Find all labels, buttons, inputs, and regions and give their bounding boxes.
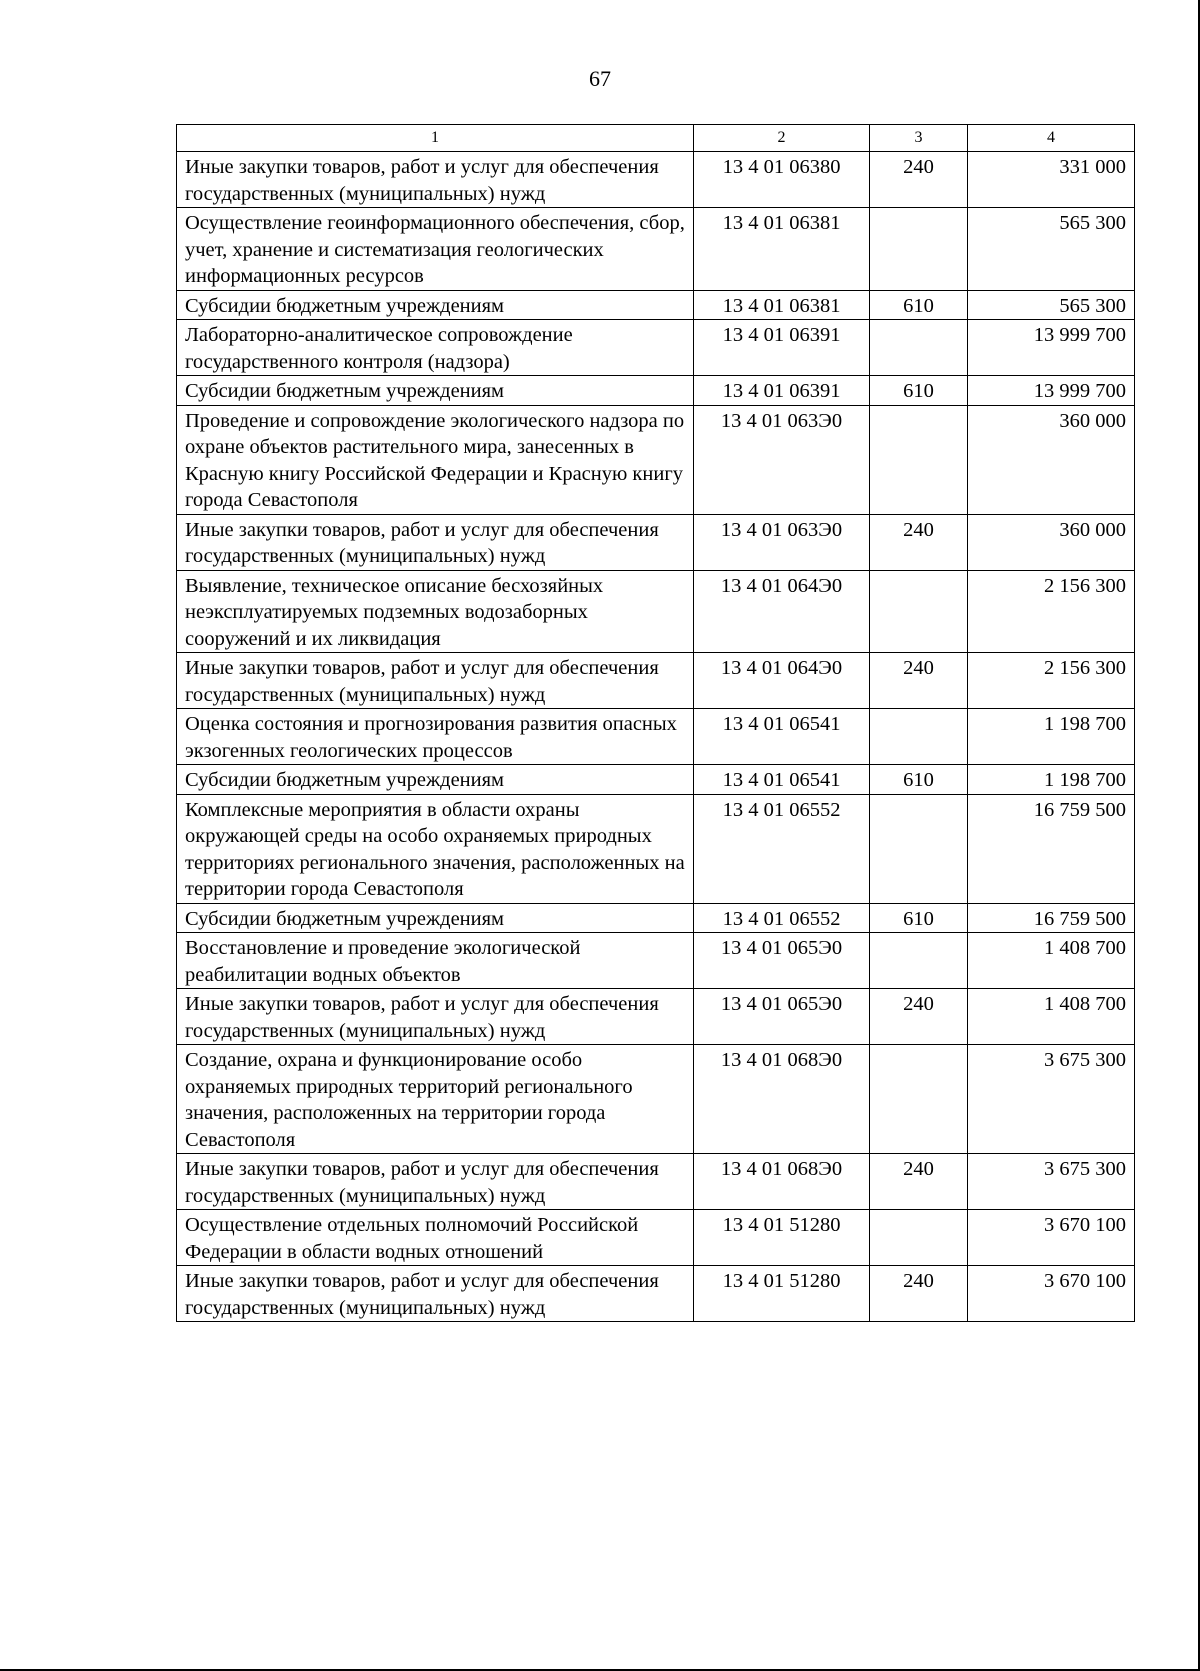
- table-row: [177, 514, 1135, 570]
- cell-sum: 3 670 100: [968, 1266, 1135, 1322]
- cell-expense-type: [870, 709, 968, 765]
- cell-sum: 1 198 700: [968, 765, 1135, 795]
- column-header-name: 1: [177, 125, 694, 152]
- cell-name: Иные закупки товаров, работ и услуг для обеспечения государственных (муниципальных) нужд: [177, 653, 694, 709]
- cell-expense-type: [870, 1210, 968, 1266]
- cell-code: 13 4 01 063Э0: [694, 514, 870, 570]
- cell-expense-type: 240: [870, 1266, 968, 1322]
- cell-expense-type: 240: [870, 653, 968, 709]
- cell-sum: 2 156 300: [968, 653, 1135, 709]
- cell-expense-type: [870, 208, 968, 291]
- cell-code: 13 4 01 06381: [694, 208, 870, 291]
- table-row: [177, 570, 1135, 653]
- cell-name: Проведение и сопровождение экологического надзора по охране объектов растительного мира, занесенных в Красную книгу Российской Федерации и Красную книгу города Севастополя: [177, 405, 694, 514]
- cell-expense-type: [870, 1045, 968, 1154]
- cell-code: 13 4 01 068Э0: [694, 1045, 870, 1154]
- cell-code: 13 4 01 063Э0: [694, 405, 870, 514]
- cell-name: Лабораторно-аналитическое сопровождение государственного контроля (надзора): [177, 320, 694, 376]
- cell-name: Иные закупки товаров, работ и услуг для обеспечения государственных (муниципальных) нужд: [177, 152, 694, 208]
- column-header-code: 2: [694, 125, 870, 152]
- page-number: 67: [589, 66, 611, 91]
- cell-code: 13 4 01 064Э0: [694, 570, 870, 653]
- table-row: [177, 152, 1135, 208]
- cell-sum: 1 198 700: [968, 709, 1135, 765]
- cell-expense-type: 610: [870, 765, 968, 795]
- cell-code: 13 4 01 065Э0: [694, 933, 870, 989]
- table-row: [177, 709, 1135, 765]
- cell-sum: 565 300: [968, 208, 1135, 291]
- cell-name: Осуществление геоинформационного обеспечения, сбор, учет, хранение и систематизация геологических информационных ресурсов: [177, 208, 694, 291]
- cell-expense-type: [870, 794, 968, 903]
- table-row: [177, 794, 1135, 903]
- cell-sum: 3 670 100: [968, 1210, 1135, 1266]
- cell-code: 13 4 01 06541: [694, 709, 870, 765]
- budget-table: [176, 124, 1135, 1322]
- cell-name: Субсидии бюджетным учреждениям: [177, 290, 694, 320]
- cell-name: Создание, охрана и функционирование особо охраняемых природных территорий регионального значения, расположенных на территории города Севастополя: [177, 1045, 694, 1154]
- table-row: [177, 1210, 1135, 1266]
- cell-code: 13 4 01 06541: [694, 765, 870, 795]
- cell-name: Иные закупки товаров, работ и услуг для обеспечения государственных (муниципальных) нужд: [177, 1154, 694, 1210]
- cell-sum: 16 759 500: [968, 903, 1135, 933]
- cell-expense-type: [870, 570, 968, 653]
- cell-name: Осуществление отдельных полномочий Российской Федерации в области водных отношений: [177, 1210, 694, 1266]
- cell-sum: 360 000: [968, 514, 1135, 570]
- table-row: [177, 290, 1135, 320]
- cell-code: 13 4 01 51280: [694, 1266, 870, 1322]
- table-row: [177, 989, 1135, 1045]
- table-header: [177, 125, 1135, 152]
- table-row: [177, 208, 1135, 291]
- cell-expense-type: [870, 320, 968, 376]
- cell-sum: 565 300: [968, 290, 1135, 320]
- cell-expense-type: 240: [870, 152, 968, 208]
- table-row: [177, 1154, 1135, 1210]
- cell-sum: 13 999 700: [968, 376, 1135, 406]
- table-row: [177, 765, 1135, 795]
- cell-expense-type: 240: [870, 1154, 968, 1210]
- cell-sum: 2 156 300: [968, 570, 1135, 653]
- cell-name: Иные закупки товаров, работ и услуг для обеспечения государственных (муниципальных) нужд: [177, 1266, 694, 1322]
- table-row: [177, 376, 1135, 406]
- cell-expense-type: 610: [870, 290, 968, 320]
- cell-sum: 1 408 700: [968, 989, 1135, 1045]
- cell-name: Оценка состояния и прогнозирования развития опасных экзогенных геологических процессов: [177, 709, 694, 765]
- cell-code: 13 4 01 06552: [694, 794, 870, 903]
- cell-sum: 3 675 300: [968, 1045, 1135, 1154]
- cell-expense-type: 610: [870, 903, 968, 933]
- cell-code: 13 4 01 064Э0: [694, 653, 870, 709]
- cell-name: Восстановление и проведение экологической реабилитации водных объектов: [177, 933, 694, 989]
- cell-sum: 16 759 500: [968, 794, 1135, 903]
- column-header-sum: 4: [968, 125, 1135, 152]
- cell-name: Выявление, техническое описание бесхозяйных неэксплуатируемых подземных водозаборных сооружений и их ликвидация: [177, 570, 694, 653]
- column-header-expense-type: 3: [870, 125, 968, 152]
- table-row: [177, 320, 1135, 376]
- cell-code: 13 4 01 06381: [694, 290, 870, 320]
- cell-code: 13 4 01 06391: [694, 376, 870, 406]
- table-row: [177, 933, 1135, 989]
- cell-name: Комплексные мероприятия в области охраны окружающей среды на особо охраняемых природных территориях регионального значения, расположенных на территории города Севастополя: [177, 794, 694, 903]
- table-row: [177, 903, 1135, 933]
- cell-name: Субсидии бюджетным учреждениям: [177, 903, 694, 933]
- table-body: [177, 152, 1135, 1322]
- cell-expense-type: [870, 405, 968, 514]
- cell-sum: 13 999 700: [968, 320, 1135, 376]
- cell-name: Иные закупки товаров, работ и услуг для обеспечения государственных (муниципальных) нужд: [177, 514, 694, 570]
- cell-name: Субсидии бюджетным учреждениям: [177, 376, 694, 406]
- table-row: [177, 1266, 1135, 1322]
- table-row: [177, 653, 1135, 709]
- cell-sum: 3 675 300: [968, 1154, 1135, 1210]
- cell-sum: 1 408 700: [968, 933, 1135, 989]
- cell-code: 13 4 01 06380: [694, 152, 870, 208]
- table-row: [177, 1045, 1135, 1154]
- cell-expense-type: 240: [870, 989, 968, 1045]
- cell-name: Иные закупки товаров, работ и услуг для обеспечения государственных (муниципальных) нужд: [177, 989, 694, 1045]
- table-row: [177, 405, 1135, 514]
- cell-expense-type: 610: [870, 376, 968, 406]
- cell-code: 13 4 01 06552: [694, 903, 870, 933]
- cell-code: 13 4 01 06391: [694, 320, 870, 376]
- cell-code: 13 4 01 068Э0: [694, 1154, 870, 1210]
- cell-expense-type: [870, 933, 968, 989]
- cell-name: Субсидии бюджетным учреждениям: [177, 765, 694, 795]
- cell-sum: 331 000: [968, 152, 1135, 208]
- cell-expense-type: 240: [870, 514, 968, 570]
- cell-sum: 360 000: [968, 405, 1135, 514]
- header-row: [177, 125, 1135, 152]
- cell-code: 13 4 01 065Э0: [694, 989, 870, 1045]
- cell-code: 13 4 01 51280: [694, 1210, 870, 1266]
